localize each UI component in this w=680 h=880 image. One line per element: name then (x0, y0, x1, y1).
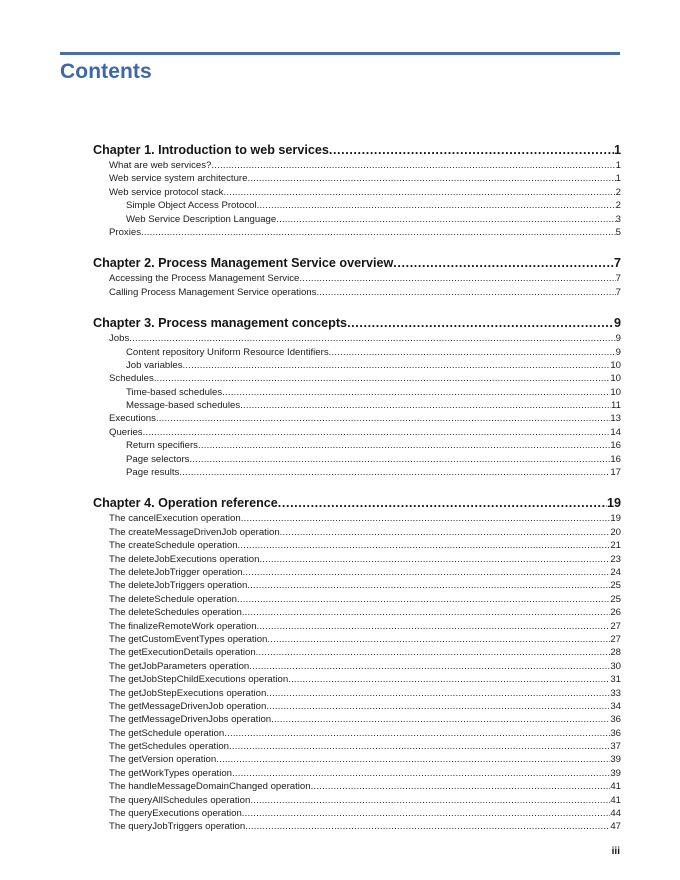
toc-page-number: 17 (610, 467, 621, 479)
toc-chapter-title: Chapter 1. Introduction to web services (93, 143, 329, 157)
toc-page-number: 16 (610, 453, 621, 465)
dot-leader (256, 646, 611, 659)
toc-page-number: 28 (610, 647, 621, 659)
toc-page-number: 47 (610, 821, 621, 833)
toc-entry-label: Queries (109, 426, 143, 438)
toc-entry-label: The deleteJobTrigger operation (109, 566, 243, 578)
dot-leader (247, 579, 610, 592)
dot-leader (237, 593, 610, 606)
dot-leader (242, 807, 611, 820)
toc-page-number: 1 (615, 160, 621, 171)
toc-page-number: 25 (610, 593, 621, 605)
toc-entry[interactable] (93, 566, 621, 579)
toc-entry-label: The getMessageDrivenJobs operation (109, 714, 272, 726)
toc-entry[interactable] (93, 713, 621, 726)
dot-leader (259, 553, 610, 566)
dot-leader (189, 453, 610, 466)
toc-page-number: 1 (613, 143, 621, 157)
page-title: Contents (60, 60, 152, 83)
toc-page-number: 9 (615, 333, 621, 345)
toc-entry-label: Schedules (109, 373, 154, 385)
dot-leader (242, 606, 611, 619)
toc-page-number: 39 (610, 767, 621, 779)
toc-entry-label: Job variables (126, 359, 183, 371)
toc-page-number: 25 (610, 580, 621, 592)
toc-entry[interactable] (93, 740, 621, 753)
dot-leader (143, 426, 611, 439)
toc-entry-label: Accessing the Process Management Service (109, 273, 300, 285)
toc-page-number: 7 (613, 256, 621, 271)
toc-page-number: 7 (615, 273, 621, 285)
toc-entry-label: The createMessageDrivenJob operation (109, 526, 280, 538)
toc-entry[interactable] (93, 159, 621, 172)
toc-page-number: 5 (615, 226, 621, 238)
dot-leader (316, 286, 615, 299)
toc-entry[interactable] (93, 593, 621, 606)
toc-page-number: 3 (615, 213, 621, 225)
toc-entry-label: The handleMessageDomainChanged operation (109, 781, 311, 793)
dot-leader (299, 272, 615, 285)
toc-entry-label: Calling Process Management Service operations (109, 286, 317, 298)
toc-entry[interactable] (93, 272, 621, 285)
dot-leader (156, 412, 610, 425)
dot-leader (141, 226, 616, 239)
toc-entry[interactable] (93, 753, 621, 766)
dot-leader (154, 372, 611, 385)
toc-entry[interactable] (93, 286, 621, 299)
toc-entry-label: The queryExecutions operation (109, 808, 242, 820)
toc-page-number: 30 (610, 660, 621, 672)
toc-entry[interactable] (93, 700, 621, 713)
toc-entry-label: Page results (126, 467, 180, 479)
dot-leader (247, 172, 615, 185)
toc-page-number: 19 (610, 513, 621, 525)
toc-page-number: 1 (615, 173, 621, 185)
toc-entry[interactable] (93, 172, 621, 185)
toc-entry[interactable] (93, 332, 621, 345)
toc-entry[interactable] (93, 453, 621, 466)
toc-page-number: 2 (615, 200, 621, 212)
toc-entry-label: The deleteJobExecutions operation (109, 553, 260, 565)
toc-page-number: 10 (610, 373, 621, 385)
toc-entry-label: The getVersion operation (109, 754, 217, 766)
toc-page-number: 9 (615, 346, 621, 358)
toc-page-number: 27 (610, 633, 621, 645)
toc-entry[interactable] (93, 807, 621, 820)
table-of-contents (93, 141, 621, 834)
toc-chapter-2[interactable] (93, 254, 621, 272)
dot-leader (238, 539, 611, 552)
toc-page-number: 23 (610, 553, 621, 565)
toc-page-number: 41 (610, 781, 621, 793)
toc-entry-label: The queryJobTriggers operation (109, 821, 246, 833)
toc-page-number: 37 (610, 741, 621, 753)
toc-entry-label: The getJobStepExecutions operation (109, 687, 267, 699)
toc-chapter-title: Chapter 2. Process Management Service overview (93, 256, 394, 271)
toc-entry-label: Return specifiers (126, 440, 198, 452)
toc-entry[interactable] (93, 539, 621, 552)
toc-page-number: 2 (615, 186, 621, 198)
toc-page-number: 33 (610, 687, 621, 699)
toc-page-number: 9 (613, 316, 621, 331)
dot-leader (311, 780, 611, 793)
toc-entry[interactable] (93, 512, 621, 525)
toc-entry[interactable] (93, 553, 621, 566)
toc-entry[interactable] (93, 412, 621, 425)
toc-entry-label: Web service protocol stack (109, 186, 224, 198)
toc-page-number: 31 (610, 674, 621, 686)
toc-entry-label: Jobs (109, 333, 130, 345)
toc-chapter-4[interactable] (93, 494, 621, 512)
toc-entry-label: The createSchedule operation (109, 540, 238, 552)
toc-entry-label: The deleteSchedule operation (109, 593, 238, 605)
toc-entry-label: Time-based schedules (126, 386, 223, 398)
dot-leader (266, 700, 610, 713)
toc-page-number: 10 (610, 386, 621, 398)
toc-entry[interactable] (93, 780, 621, 793)
toc-entry-label: The getSchedule operation (109, 727, 225, 739)
toc-page-number: 14 (610, 426, 621, 438)
dot-leader (224, 727, 610, 740)
toc-entry[interactable] (93, 426, 621, 439)
dot-leader (266, 687, 610, 700)
toc-entry-label: Message-based schedules (126, 400, 241, 412)
toc-entry-label: Web service system architecture (109, 173, 248, 185)
toc-entry-label: Page selectors (126, 453, 190, 465)
dot-leader (329, 141, 614, 159)
header-rule (60, 52, 620, 55)
toc-entry[interactable] (93, 660, 621, 673)
toc-entry-label: The getJobParameters operation (109, 660, 250, 672)
dot-leader (243, 566, 611, 579)
toc-page-number: 11 (611, 400, 621, 412)
toc-entry[interactable] (93, 439, 621, 452)
toc-entry[interactable] (93, 646, 621, 659)
dot-leader (271, 713, 610, 726)
dot-leader (280, 526, 611, 539)
toc-entry-label: What are web services? (109, 160, 212, 171)
dot-leader (211, 159, 615, 172)
toc-entry[interactable] (93, 606, 621, 619)
toc-chapter-title: Chapter 3. Process management concepts (93, 316, 348, 331)
toc-page-number: 26 (610, 607, 621, 619)
toc-entry-label: Content repository Uniform Resource Identifiers (126, 346, 329, 358)
toc-page-number: 34 (610, 700, 621, 712)
toc-entry[interactable] (93, 199, 621, 212)
toc-entry[interactable] (93, 687, 621, 700)
dot-leader (241, 512, 611, 525)
toc-entry[interactable] (93, 226, 621, 239)
toc-entry[interactable] (93, 579, 621, 592)
toc-page-number: 21 (610, 540, 621, 552)
dot-leader (329, 346, 616, 359)
toc-page-number: 24 (610, 566, 621, 578)
dot-leader (249, 660, 610, 673)
toc-page-number: 7 (615, 286, 621, 298)
toc-entry[interactable] (93, 767, 621, 780)
toc-chapter-1[interactable] (93, 141, 621, 159)
toc-entry[interactable] (93, 213, 621, 226)
page-number: iii (611, 846, 620, 857)
toc-entry[interactable] (93, 399, 621, 412)
toc-page-number: 39 (610, 754, 621, 766)
dot-leader (257, 199, 616, 212)
toc-entry[interactable] (93, 727, 621, 740)
dot-leader (267, 633, 610, 646)
toc-entry-label: The queryAllSchedules operation (109, 794, 251, 806)
toc-chapter-3[interactable] (93, 314, 621, 332)
toc-entry-label: The getExecutionDetails operation (109, 647, 256, 659)
toc-entry[interactable] (93, 620, 621, 633)
toc-entry[interactable] (93, 673, 621, 686)
toc-entry-label: The getWorkTypes operation (109, 767, 233, 779)
toc-entry-label: The deleteSchedules operation (109, 607, 242, 619)
dot-leader (179, 466, 610, 479)
toc-entry-label: The getCustomEventTypes operation (109, 633, 268, 645)
dot-leader (393, 254, 614, 272)
toc-chapter-title: Chapter 4. Operation reference (93, 496, 278, 511)
dot-leader (223, 186, 615, 199)
toc-entry[interactable] (93, 526, 621, 539)
toc-entry-label: Executions (109, 413, 156, 425)
dot-leader (240, 399, 611, 412)
dot-leader (216, 753, 610, 766)
dot-leader (229, 740, 610, 753)
toc-page-number: 36 (610, 727, 621, 739)
toc-entry-label: The getJobStepChildExecutions operation (109, 674, 289, 686)
toc-entry[interactable] (93, 186, 621, 199)
dot-leader (232, 767, 610, 780)
toc-page-number: 44 (610, 808, 621, 820)
dot-leader (129, 332, 615, 345)
toc-entry-label: The getMessageDrivenJob operation (109, 700, 267, 712)
toc-page-number: 10 (610, 359, 621, 371)
dot-leader (257, 620, 611, 633)
dot-leader (278, 494, 607, 512)
toc-entry[interactable] (93, 466, 621, 479)
toc-entry[interactable] (93, 359, 621, 372)
toc-entry[interactable] (93, 633, 621, 646)
dot-leader (198, 439, 610, 452)
dot-leader (276, 213, 615, 226)
toc-entry-label: The deleteJobTriggers operation (109, 580, 248, 592)
toc-entry[interactable] (93, 386, 621, 399)
toc-page-number: 36 (610, 714, 621, 726)
toc-entry-label: Simple Object Access Protocol (126, 200, 257, 212)
toc-page-number: 20 (610, 526, 621, 538)
dot-leader (222, 386, 610, 399)
toc-entry[interactable] (93, 794, 621, 807)
toc-entry[interactable] (93, 372, 621, 385)
toc-entry[interactable] (93, 820, 621, 833)
dot-leader (347, 314, 614, 332)
dot-leader (183, 359, 611, 372)
toc-entry-label: The getSchedules operation (109, 741, 230, 753)
toc-entry-label: The finalizeRemoteWork operation (109, 620, 257, 632)
toc-page-number: 27 (610, 620, 621, 632)
toc-page-number: 13 (610, 413, 621, 425)
toc-entry[interactable] (93, 346, 621, 359)
toc-page-number: 19 (606, 496, 621, 511)
toc-page-number: 16 (610, 440, 621, 452)
dot-leader (250, 794, 610, 807)
toc-entry-label: The cancelExecution operation (109, 513, 241, 525)
dot-leader (245, 820, 610, 833)
toc-page-number: 41 (610, 794, 621, 806)
dot-leader (288, 673, 610, 686)
toc-entry-label: Proxies (109, 226, 141, 238)
toc-entry-label: Web Service Description Language (126, 213, 277, 225)
